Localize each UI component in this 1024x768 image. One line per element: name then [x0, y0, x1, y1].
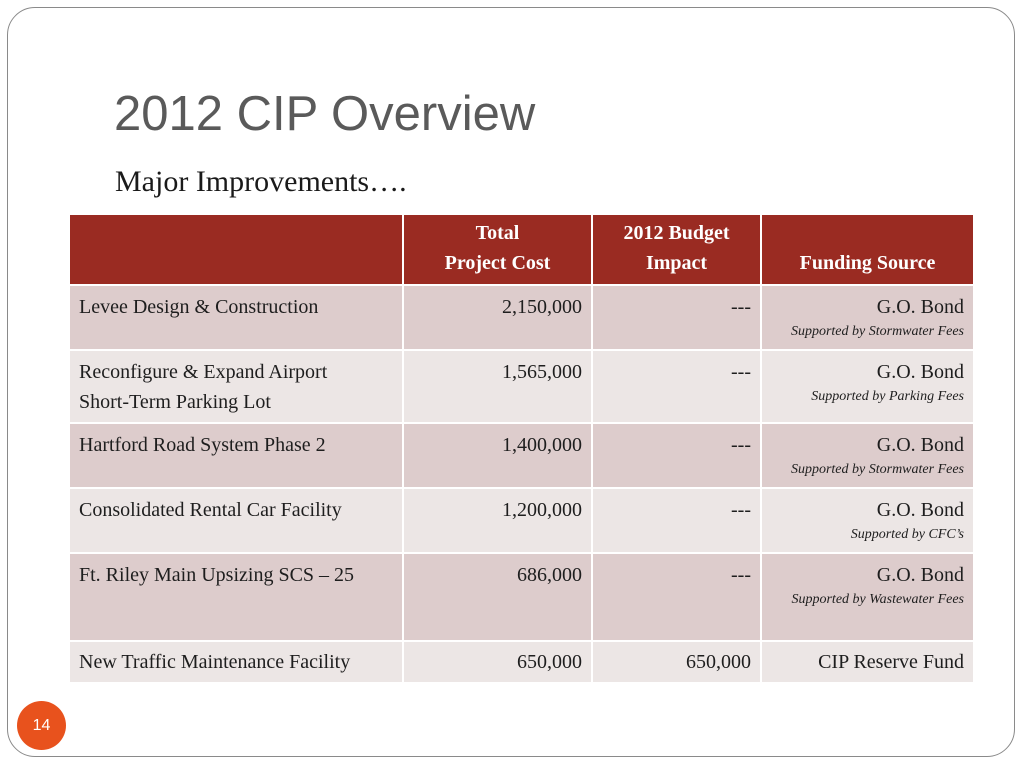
total-cost: 1,400,000 [403, 423, 592, 488]
project-name-line: Reconfigure & Expand Airport [79, 361, 328, 383]
header-budget-line2: Impact [645, 252, 708, 274]
funding-type: G.O. Bond [876, 499, 964, 521]
funding-type: CIP Reserve Fund [818, 651, 964, 673]
funding-note: Supported by Parking Fees [811, 389, 964, 404]
project-name-line: Consolidated Rental Car Facility [79, 499, 342, 521]
header-total-line2: Project Cost [444, 252, 551, 274]
table-row [69, 641, 974, 683]
funding-source [761, 553, 974, 641]
project-name-line: Hartford Road System Phase 2 [79, 434, 326, 456]
header-funding-source: Funding Source [761, 214, 974, 285]
project-name [69, 488, 403, 553]
funding-type: G.O. Bond [876, 564, 964, 586]
table-row [69, 285, 974, 350]
header-total-line1: Total [475, 222, 520, 244]
budget-impact: --- [592, 350, 761, 423]
project-name [69, 285, 403, 350]
table-header-row [69, 214, 974, 285]
funding-note: Supported by Stormwater Fees [790, 462, 964, 477]
total-cost: 650,000 [403, 641, 592, 683]
table-row [69, 350, 974, 423]
budget-impact: --- [592, 285, 761, 350]
funding-note: Supported by CFC’s [850, 527, 964, 542]
funding-note: Supported by Wastewater Fees [791, 592, 964, 607]
header-project [69, 214, 403, 285]
project-name-line: Short-Term Parking Lot [79, 391, 271, 413]
slide-subtitle: Major Improvements…. [115, 165, 407, 198]
budget-impact: --- [592, 488, 761, 553]
total-cost: 1,200,000 [403, 488, 592, 553]
table-row [69, 488, 974, 553]
project-name [69, 553, 403, 641]
page-number-badge: 14 [17, 701, 66, 750]
header-budget-line1: 2012 Budget [623, 222, 730, 244]
header-total-project-cost [403, 214, 592, 285]
table-row [69, 553, 974, 641]
project-name [69, 423, 403, 488]
budget-impact: --- [592, 553, 761, 641]
funding-type: G.O. Bond [876, 434, 964, 456]
funding-source [761, 350, 974, 423]
funding-source [761, 285, 974, 350]
funding-note: Supported by Stormwater Fees [790, 324, 964, 339]
total-cost: 686,000 [403, 553, 592, 641]
project-name-line: New Traffic Maintenance Facility [79, 651, 351, 673]
project-name-line: Levee Design & Construction [79, 296, 319, 318]
slide-title: 2012 CIP Overview [114, 87, 536, 141]
cip-table [68, 213, 975, 684]
project-name-line: Ft. Riley Main Upsizing SCS – 25 [79, 564, 355, 586]
total-cost: 1,565,000 [403, 350, 592, 423]
budget-impact: --- [592, 423, 761, 488]
funding-type: G.O. Bond [876, 361, 964, 383]
funding-source [761, 641, 974, 683]
funding-type: G.O. Bond [876, 296, 964, 318]
total-cost: 2,150,000 [403, 285, 592, 350]
budget-impact: 650,000 [592, 641, 761, 683]
project-name [69, 641, 403, 683]
header-budget-impact [592, 214, 761, 285]
funding-source [761, 488, 974, 553]
table-row [69, 423, 974, 488]
project-name [69, 350, 403, 423]
funding-source [761, 423, 974, 488]
